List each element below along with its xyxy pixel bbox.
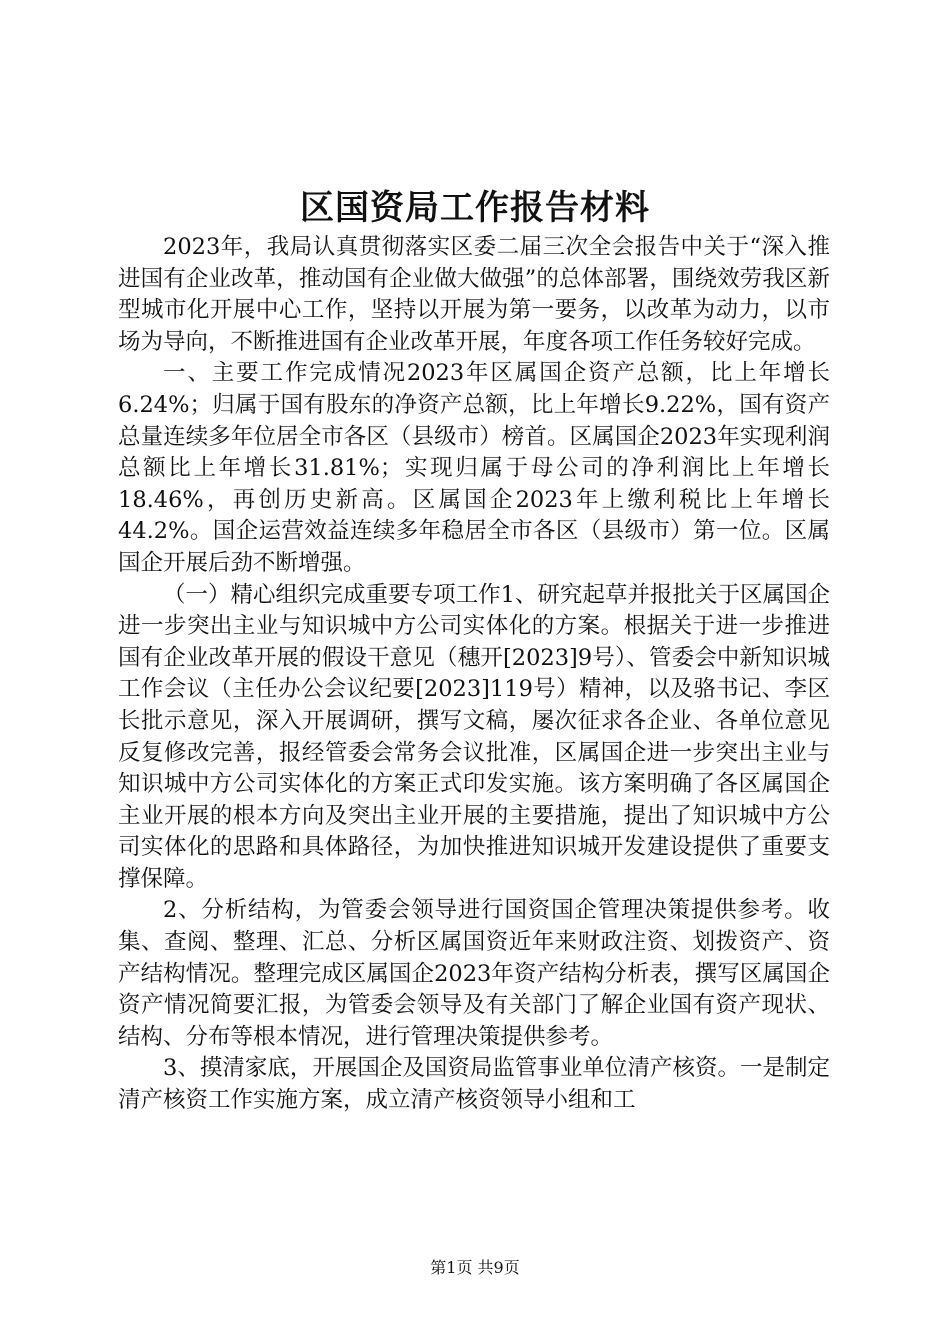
document-title: 区国资局工作报告材料 [300,188,650,228]
paragraph-asset-verification: 3、摸清家底，开展国企及国资局监管事业单位清产核资。一是制定清产核资工作实施方案，成立清产核资领导小组和工 [118,1055,830,1114]
page-number-footer: 第1页 共9页 [430,1258,520,1277]
paragraph-intro: 2023年，我局认真贯彻落实区委二届三次全会报告中关于“深入推进国有企业改革，推动国有企业做大做强”的总体部署，围绕效劳我区新型城市化开展中心工作，坚持以开展为第一要务，以改革为动力，以市场为导向，不断推进国有企业改革开展，年度各项工作任务较好完成。 [118,234,830,355]
document-body [118,232,830,1117]
paragraph-structure-analysis: 2、分析结构，为管委会领导进行国资国企管理决策提供参考。收集、查阅、整理、汇总、分析区属国资近年来财政注资、划拨资产、资产结构情况。整理完成区属国企2023年资产结构分析表，撰写区属国企资产情况简要汇报，为管委会领导及有关部门了解企业国有资产现状、结构、分布等根本情况，进行管理决策提供参考。 [118,897,830,1050]
paragraph-main-results: 一、主要工作完成情况2023年区属国企资产总额，比上年增长6.24%；归属于国有股东的净资产总额，比上年增长9.22%，国有资产总量连续多年位居全市各区（县级市）榜首。区属国企2023年实现利润总额比上年增长31.81%；实现归属于母公司的净利润比上年增长18.46%，再创历史新高。区属国企2023年上缴利税比上年增长44.2%。国企运营效益连续多年稳居全市各区（县级市）第一位。区属国企开展后劲不断增强。 [118,360,830,576]
paragraph-special-work: （一）精心组织完成重要专项工作1、研究起草并报批关于区属国企进一步突出主业与知识城中方公司实体化的方案。根据关于进一步推进国有企业改革开展的假设干意见（穗开[2023]9号）、管委会中新知识城工作会议（主任办公会议纪要[2023]119号）精神，以及骆书记、李区长批示意见，深入开展调研，撰写文稿，屡次征求各企业、各单位意见反复修改完善，报经管委会常务会议批准，区属国企进一步突出主业与知识城中方公司实体化的方案正式印发实施。该方案明确了各区属国企主业开展的根本方向及突出主业开展的主要措施，提出了知识城中方公司实体化的思路和具体路径，为加快推进知识城开发建设提供了重要支撑保障。 [118,581,830,892]
